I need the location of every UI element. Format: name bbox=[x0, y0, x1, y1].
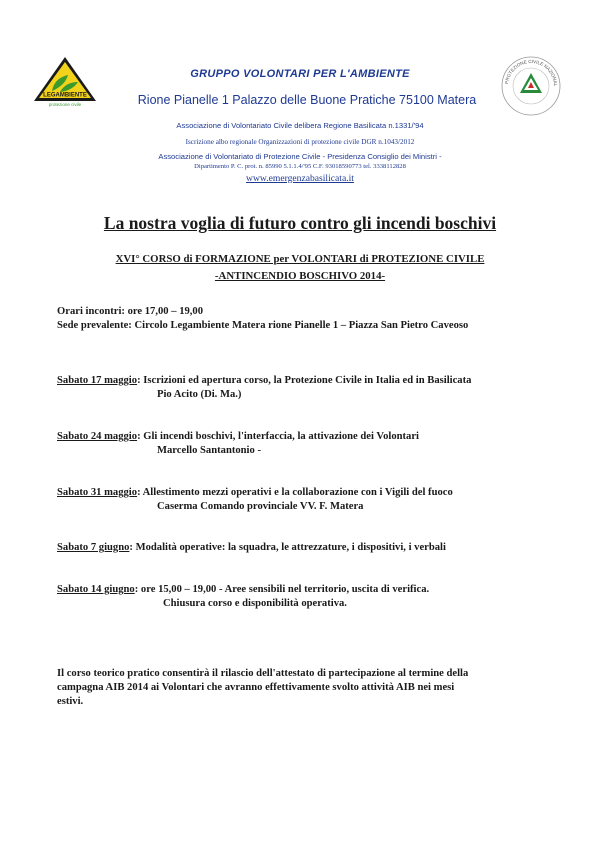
protezione-civile-logo bbox=[500, 55, 562, 117]
svg-text:LEGAMBIENTE: LEGAMBIENTE bbox=[43, 92, 87, 99]
header-line-2: Iscrizione albo regionale Organizzazioni di protezione civile DGR n.1043/2012 bbox=[185, 138, 415, 146]
legambiente-logo bbox=[30, 55, 100, 107]
schedule-item: Sabato 17 maggio: Iscrizioni ed apertura corso, la Protezione Civile in Italia ed in Basilicata bbox=[57, 375, 472, 386]
schedule-date: Sabato 14 giugno bbox=[57, 584, 135, 595]
schedule-speaker: Pio Acito (Di. Ma.) bbox=[157, 389, 242, 400]
schedule-item: Sabato 31 maggio: Allestimento mezzi operativi e la collaborazione con i Vigili del fuoco bbox=[57, 487, 453, 498]
schedule-item: Sabato 7 giugno: Modalità operative: la squadra, le attrezzature, i dispositivi, i verbali bbox=[57, 542, 446, 553]
schedule-item: Sabato 14 giugno: ore 15,00 – 19,00 - Aree sensibili nel territorio, uscita di verifica. bbox=[57, 584, 430, 595]
organization-address: Rione Pianelle 1 Palazzo delle Buone Pratiche 75100 Matera bbox=[137, 93, 477, 107]
course-subtitle-2: -ANTINCENDIO BOSCHIVO 2014- bbox=[214, 270, 386, 282]
website-link[interactable]: www.emergenzabasilicata.it bbox=[246, 173, 354, 184]
schedule-topic: Iscrizioni ed apertura corso, la Protezione Civile in Italia ed in Basilicata bbox=[143, 375, 472, 386]
header-line-3: Associazione di Volontariato di Protezione Civile - Presidenza Consiglio dei Ministri - bbox=[158, 152, 442, 161]
schedule-topic: Gli incendi boschivi, l'interfaccia, la attivazione dei Volontari bbox=[143, 431, 419, 442]
schedule-topic: ore 15,00 – 19,00 - Aree sensibili nel territorio, uscita di verifica. bbox=[140, 584, 430, 595]
organization-title: GRUPPO VOLONTARI PER L'AMBIENTE bbox=[190, 68, 410, 80]
schedule-date: Sabato 24 maggio bbox=[57, 431, 138, 442]
footer-line: Il corso teorico pratico consentirà il rilascio dell'attestato di partecipazione al termine della bbox=[57, 668, 469, 679]
course-subtitle: XVI° CORSO di FORMAZIONE per VOLONTARI di PROTEZIONE CIVILE bbox=[115, 253, 485, 265]
schedule-speaker: Chiusura corso e disponibilità operativa. bbox=[163, 598, 347, 609]
footer-line: campagna AIB 2014 ai Volontari che avranno effettivamente svolto attività AIB nei mesi bbox=[57, 682, 455, 693]
svg-text:PROTEZIONE CIVILE NAZIONALE: PROTEZIONE CIVILE NAZIONAL bbox=[504, 58, 559, 87]
svg-text:protezione civile: protezione civile bbox=[48, 102, 82, 107]
footer-line: estivi. bbox=[57, 696, 84, 707]
schedule-topic: Allestimento mezzi operativi e la collaborazione con i Vigili del fuoco bbox=[142, 487, 453, 498]
header-line-4: Dipartimento P. C. prot. n. 85990 5.1.1.4/'95 C.F. 93018590773 tel. 3338112828 bbox=[194, 163, 406, 170]
schedule-date: Sabato 7 giugno bbox=[57, 542, 130, 553]
venue: Sede prevalente: Circolo Legambiente Matera rione Pianelle 1 – Piazza San Pietro Caveoso bbox=[57, 320, 469, 331]
schedule-speaker: Caserma Comando provinciale VV. F. Matera bbox=[157, 501, 364, 512]
schedule-hours: Orari incontri: ore 17,00 – 19,00 bbox=[57, 306, 204, 317]
schedule-item: Sabato 24 maggio: Gli incendi boschivi, l'interfaccia, la attivazione dei Volontari bbox=[57, 431, 419, 442]
schedule-date: Sabato 17 maggio bbox=[57, 375, 138, 386]
page-title: La nostra voglia di futuro contro gli incendi boschivi bbox=[103, 213, 497, 233]
schedule-date: Sabato 31 maggio bbox=[57, 487, 138, 498]
header-line-1: Associazione di Volontariato Civile delibera Regione Basilicata n.1331/'94 bbox=[176, 121, 424, 130]
schedule-topic: Modalità operative: la squadra, le attrezzature, i dispositivi, i verbali bbox=[135, 542, 446, 553]
schedule-speaker: Marcello Santantonio - bbox=[157, 445, 261, 456]
